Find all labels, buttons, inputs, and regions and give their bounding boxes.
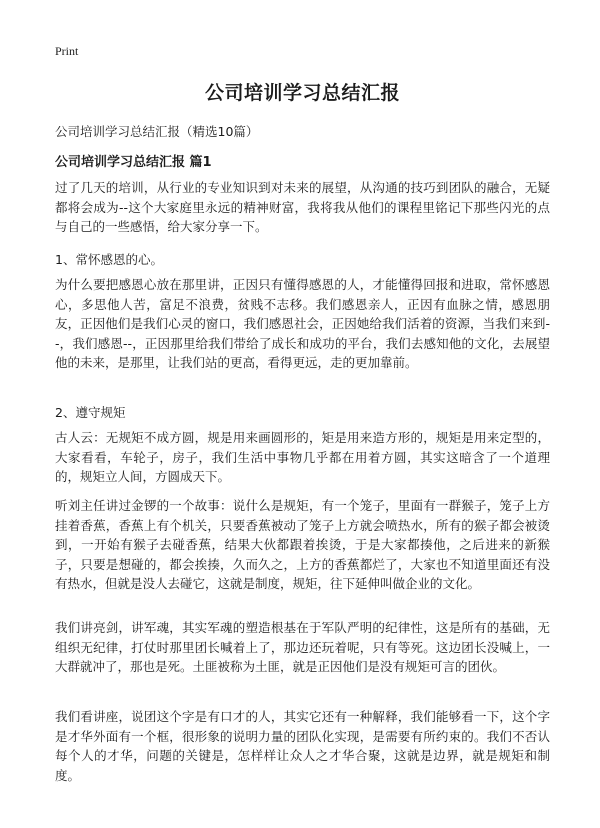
rules-paragraph: 古人云：无规矩不成方圆，规是用来画圆形的，矩是用来造方形的，规矩是用来定型的，大家看看，车轮子，房子，我们生活中事物几乎都在用着方圆，其实这暗含了一个道理的，规矩立人间，方圆成天下。	[55, 430, 550, 484]
team-character-paragraph: 我们看讲座，说团这个字是有口才的人，其实它还有一种解释，我们能够看一下，这个字是才华外面有一个框，很形象的说明力量的团队化实现，是需要有所约束的。我们不否认每个人的才华，问题的关键是，怎样样让众人之才华合聚，这就是边界，就是规矩和制度。	[55, 709, 550, 783]
page-title: 公司培训学习总结汇报	[204, 82, 400, 104]
print-link[interactable]: Print	[55, 44, 79, 58]
gratitude-paragraph: 为什么要把感恩心放在那里讲，正因只有懂得感恩的人，才能懂得回报和进取，常怀感恩心，多思他人苦，富足不浪费，贫贱不志移。我们感恩亲人，正因有血脉之情，感恩朋友，正因他们是我们心灵的窗口，我们感恩社会，正因她给我们活着的资源，当我们来到--，我们感恩--，正因那里给我们带给了成长和成功的平台，我们去感知他的文化，去展望他的未来，是那里，让我们站的更高，看得更远，走的更加靠前。	[55, 277, 550, 370]
military-discipline-paragraph: 我们讲亮剑，讲军魂，其实军魂的塑造根基在于军队严明的纪律性，这是所有的基础，无组织无纪律，打仗时那里团长喊着上了，那边还玩着呢，只有等死。这边团长没喊上，一大群就冲了，那也是死。土匪被称为土匪，就是正因他们是没有规矩可言的团伙。	[55, 620, 550, 674]
document-subtitle: 公司培训学习总结汇报（精选10篇）	[55, 124, 259, 139]
point-heading-gratitude: 1、常怀感恩的心。	[55, 252, 163, 267]
monkey-story-paragraph: 听刘主任讲过金锣的一个故事：说什么是规矩，有一个笼子，里面有一群猴子，笼子上方挂着香蕉，香蕉上有个机关，只要香蕉被动了笼子上方就会喷热水，所有的猴子都会被烫到，一开始有猴子去碰香蕉，结果大伙都跟着挨烫，于是大家都揍他，之后进来的新猴子，只要是想碰的，都会挨揍，久而久之，上方的香蕉都烂了，大家也不知道里面还有没有热水，但就是没人去碰它，这就是制度，规矩，往下延伸叫做企业的文化。	[55, 498, 550, 591]
section-heading: 公司培训学习总结汇报 篇1	[55, 155, 212, 170]
intro-paragraph: 过了几天的培训，从行业的专业知识到对未来的展望，从沟通的技巧到团队的融合，无疑都将会成为--这个大家庭里永远的精神财富，我将我从他们的课程里铭记下那些闪光的点与自己的一些感悟，给大家分享一下。	[55, 180, 550, 234]
point-heading-rules: 2、遵守规矩	[55, 405, 126, 420]
